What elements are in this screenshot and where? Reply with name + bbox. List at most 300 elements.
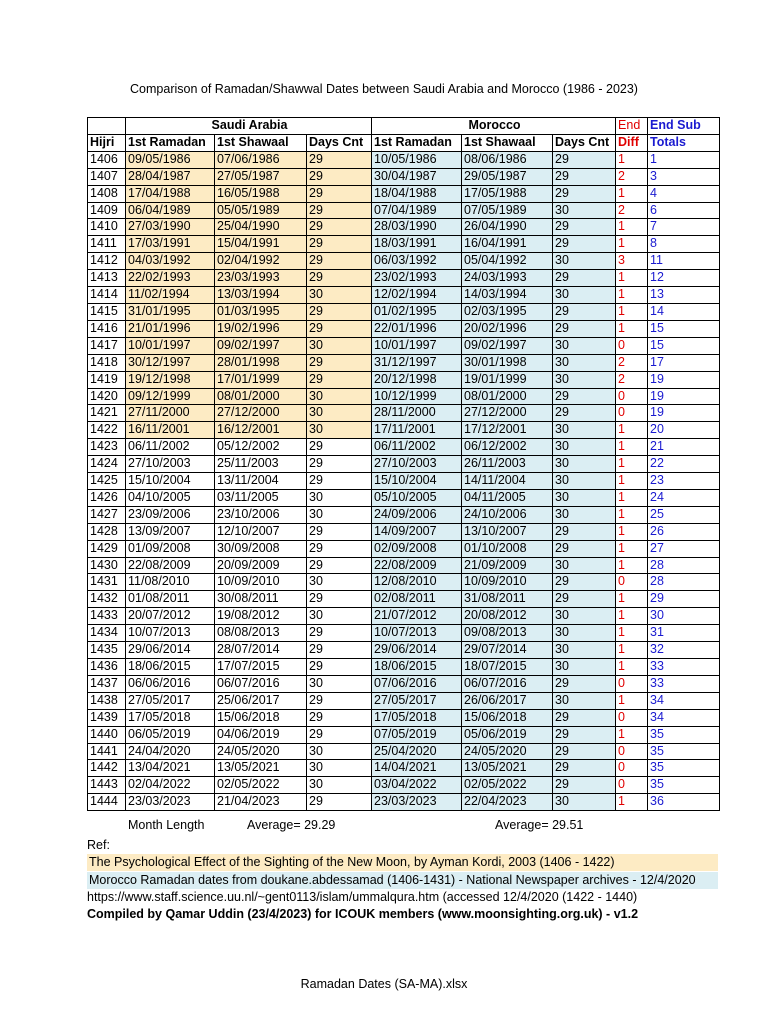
ma-ramadan-cell: 27/05/2017: [372, 692, 462, 709]
ma-shawaal-cell: 18/07/2015: [462, 659, 553, 676]
diff-cell: 3: [616, 253, 648, 270]
ma-days-cell: 30: [553, 337, 616, 354]
sa-ramadan-cell: 28/04/1987: [126, 168, 215, 185]
end-sub-header: End Sub: [648, 118, 720, 135]
saudi-ref: The Psychological Effect of the Sighting of the New Moon, by Ayman Kordi, 2003 (1406 - 1422): [87, 854, 718, 871]
ma-shawaal-cell: 13/10/2007: [462, 523, 553, 540]
hijri-cell: 1423: [88, 439, 126, 456]
ma-days-cell: 30: [553, 439, 616, 456]
sa-shawaal-cell: 13/11/2004: [215, 473, 307, 490]
sa-days-cell: 29: [307, 473, 372, 490]
ma-days-cell: 30: [553, 422, 616, 439]
ma-ramadan-header: 1st Ramadan: [372, 134, 462, 151]
table-row: [88, 303, 720, 320]
total-cell: 15: [648, 337, 720, 354]
total-cell: 35: [648, 777, 720, 794]
diff-cell: 2: [616, 202, 648, 219]
sa-ramadan-cell: 19/12/1998: [126, 371, 215, 388]
ma-days-cell: 30: [553, 489, 616, 506]
ma-days-cell: 30: [553, 692, 616, 709]
sa-shawaal-cell: 23/03/1993: [215, 270, 307, 287]
morocco-group-header: Morocco: [372, 118, 616, 135]
sa-shawaal-cell: 20/09/2009: [215, 557, 307, 574]
sa-days-cell: 30: [307, 760, 372, 777]
ma-ramadan-cell: 12/02/1994: [372, 287, 462, 304]
sa-days-cell: 29: [307, 439, 372, 456]
diff-cell: 2: [616, 354, 648, 371]
sa-ramadan-cell: 17/05/2018: [126, 709, 215, 726]
ma-shawaal-cell: 15/06/2018: [462, 709, 553, 726]
sa-shawaal-cell: 19/08/2012: [215, 608, 307, 625]
diff-cell: 1: [616, 692, 648, 709]
ma-days-cell: 29: [553, 303, 616, 320]
diff-cell: 0: [616, 388, 648, 405]
ma-ramadan-cell: 23/03/2023: [372, 794, 462, 811]
sa-ramadan-cell: 10/07/2013: [126, 625, 215, 642]
diff-cell: 1: [616, 523, 648, 540]
diff-cell: 1: [616, 794, 648, 811]
table-row: [88, 557, 720, 574]
total-cell: 34: [648, 709, 720, 726]
table-row: [88, 456, 720, 473]
diff-cell: 2: [616, 371, 648, 388]
hijri-cell: 1424: [88, 456, 126, 473]
ma-shawaal-cell: 16/04/1991: [462, 236, 553, 253]
sa-shawaal-cell: 02/04/1992: [215, 253, 307, 270]
table-row: [88, 659, 720, 676]
morocco-average: Average= 29.51: [495, 818, 584, 832]
ma-days-cell: 30: [553, 287, 616, 304]
hijri-cell: 1410: [88, 219, 126, 236]
diff-cell: 1: [616, 456, 648, 473]
diff-cell: 1: [616, 591, 648, 608]
ma-shawaal-cell: 14/03/1994: [462, 287, 553, 304]
ma-days-cell: 29: [553, 709, 616, 726]
ma-ramadan-cell: 06/11/2002: [372, 439, 462, 456]
total-cell: 28: [648, 574, 720, 591]
sa-days-cell: 29: [307, 185, 372, 202]
sa-days-cell: 30: [307, 743, 372, 760]
ma-ramadan-cell: 10/07/2013: [372, 625, 462, 642]
sa-shawaal-cell: 16/05/1988: [215, 185, 307, 202]
ma-ramadan-cell: 27/10/2003: [372, 456, 462, 473]
table-row: [88, 574, 720, 591]
table-row: [88, 439, 720, 456]
diff-cell: 1: [616, 608, 648, 625]
sa-days-cell: 29: [307, 219, 372, 236]
ma-shawaal-cell: 24/03/1993: [462, 270, 553, 287]
table-row: [88, 777, 720, 794]
sa-ramadan-cell: 27/10/2003: [126, 456, 215, 473]
ma-shawaal-cell: 17/12/2001: [462, 422, 553, 439]
hijri-cell: 1416: [88, 320, 126, 337]
total-cell: 34: [648, 692, 720, 709]
total-cell: 35: [648, 726, 720, 743]
total-cell: 36: [648, 794, 720, 811]
hijri-cell: 1428: [88, 523, 126, 540]
sa-ramadan-header: 1st Ramadan: [126, 134, 215, 151]
ma-days-cell: 29: [553, 540, 616, 557]
ma-shawaal-cell: 13/05/2021: [462, 760, 553, 777]
ma-days-cell: 30: [553, 456, 616, 473]
ma-ramadan-cell: 14/04/2021: [372, 760, 462, 777]
ma-shawaal-cell: 05/06/2019: [462, 726, 553, 743]
sa-shawaal-cell: 02/05/2022: [215, 777, 307, 794]
diff-cell: 1: [616, 659, 648, 676]
sa-shawaal-cell: 25/04/1990: [215, 219, 307, 236]
sa-ramadan-cell: 16/11/2001: [126, 422, 215, 439]
ma-ramadan-cell: 10/12/1999: [372, 388, 462, 405]
sa-shawaal-cell: 03/11/2005: [215, 489, 307, 506]
hijri-cell: 1433: [88, 608, 126, 625]
sa-ramadan-cell: 30/12/1997: [126, 354, 215, 371]
total-cell: 35: [648, 760, 720, 777]
hijri-cell: 1430: [88, 557, 126, 574]
sa-shawaal-cell: 28/07/2014: [215, 642, 307, 659]
ma-shawaal-cell: 02/03/1995: [462, 303, 553, 320]
table-row: [88, 388, 720, 405]
ma-ramadan-cell: 29/06/2014: [372, 642, 462, 659]
table-row: [88, 405, 720, 422]
total-cell: 4: [648, 185, 720, 202]
sa-days-cell: 29: [307, 659, 372, 676]
sa-ramadan-cell: 27/05/2017: [126, 692, 215, 709]
hijri-cell: 1426: [88, 489, 126, 506]
sa-ramadan-cell: 04/10/2005: [126, 489, 215, 506]
ma-shawaal-cell: 22/04/2023: [462, 794, 553, 811]
sa-shawaal-cell: 17/07/2015: [215, 659, 307, 676]
sa-ramadan-cell: 11/02/1994: [126, 287, 215, 304]
sa-days-cell: 30: [307, 337, 372, 354]
ma-days-cell: 30: [553, 659, 616, 676]
group-header-row: [88, 118, 720, 135]
total-cell: 8: [648, 236, 720, 253]
sa-ramadan-cell: 23/03/2023: [126, 794, 215, 811]
ma-ramadan-cell: 01/02/1995: [372, 303, 462, 320]
sa-ramadan-cell: 06/11/2002: [126, 439, 215, 456]
ma-ramadan-cell: 07/05/2019: [372, 726, 462, 743]
sa-shawaal-cell: 12/10/2007: [215, 523, 307, 540]
ma-shawaal-cell: 07/05/1989: [462, 202, 553, 219]
table-row: [88, 794, 720, 811]
table-row: [88, 168, 720, 185]
ma-days-cell: 30: [553, 506, 616, 523]
sa-days-cell: 29: [307, 540, 372, 557]
table-row: [88, 202, 720, 219]
ma-days-cell: 29: [553, 236, 616, 253]
ma-shawaal-cell: 24/05/2020: [462, 743, 553, 760]
ma-shawaal-cell: 06/07/2016: [462, 675, 553, 692]
hijri-cell: 1421: [88, 405, 126, 422]
sa-shawaal-cell: 08/08/2013: [215, 625, 307, 642]
ma-ramadan-cell: 15/10/2004: [372, 473, 462, 490]
ma-days-cell: 29: [553, 574, 616, 591]
sa-days-cell: 29: [307, 726, 372, 743]
hijri-cell: 1435: [88, 642, 126, 659]
sa-ramadan-cell: 31/01/1995: [126, 303, 215, 320]
sa-ramadan-cell: 29/06/2014: [126, 642, 215, 659]
sa-shawaal-cell: 08/01/2000: [215, 388, 307, 405]
total-cell: 35: [648, 743, 720, 760]
hijri-cell: 1438: [88, 692, 126, 709]
page-title: Comparison of Ramadan/Shawwal Dates between Saudi Arabia and Morocco (1986 - 2023): [130, 82, 638, 96]
hijri-cell: 1406: [88, 151, 126, 168]
sa-shawaal-cell: 30/08/2011: [215, 591, 307, 608]
table-row: [88, 709, 720, 726]
sa-shawaal-cell: 28/01/1998: [215, 354, 307, 371]
table-row: [88, 743, 720, 760]
ma-shawaal-cell: 19/01/1999: [462, 371, 553, 388]
diff-cell: 1: [616, 151, 648, 168]
hijri-cell: 1414: [88, 287, 126, 304]
sa-days-cell: 30: [307, 422, 372, 439]
ma-days-cell: 29: [553, 320, 616, 337]
total-cell: 30: [648, 608, 720, 625]
diff-cell: 1: [616, 422, 648, 439]
sa-ramadan-cell: 06/04/1989: [126, 202, 215, 219]
sa-shawaal-cell: 17/01/1999: [215, 371, 307, 388]
sa-shawaal-cell: 25/11/2003: [215, 456, 307, 473]
table-row: [88, 523, 720, 540]
ma-ramadan-cell: 21/07/2012: [372, 608, 462, 625]
diff-cell: 1: [616, 287, 648, 304]
ma-shawaal-cell: 04/11/2005: [462, 489, 553, 506]
ma-ramadan-cell: 31/12/1997: [372, 354, 462, 371]
table-row: [88, 489, 720, 506]
ma-shawaal-header: 1st Shawaal: [462, 134, 553, 151]
sa-ramadan-cell: 18/06/2015: [126, 659, 215, 676]
hijri-cell: 1409: [88, 202, 126, 219]
ma-ramadan-cell: 28/11/2000: [372, 405, 462, 422]
ma-ramadan-cell: 05/10/2005: [372, 489, 462, 506]
hijri-cell: 1422: [88, 422, 126, 439]
sa-days-header: Days Cnt: [307, 134, 372, 151]
sa-days-cell: 30: [307, 675, 372, 692]
ma-shawaal-cell: 05/04/1992: [462, 253, 553, 270]
hijri-cell: 1407: [88, 168, 126, 185]
sa-shawaal-cell: 15/06/2018: [215, 709, 307, 726]
total-cell: 22: [648, 456, 720, 473]
table-body: [88, 151, 720, 810]
total-cell: 23: [648, 473, 720, 490]
dates-table: [87, 117, 720, 811]
diff-cell: 1: [616, 236, 648, 253]
ma-ramadan-cell: 28/03/1990: [372, 219, 462, 236]
saudi-group-header: Saudi Arabia: [126, 118, 372, 135]
table-row: [88, 608, 720, 625]
hijri-cell: 1408: [88, 185, 126, 202]
ma-shawaal-cell: 10/09/2010: [462, 574, 553, 591]
sa-days-cell: 30: [307, 405, 372, 422]
ma-days-cell: 30: [553, 202, 616, 219]
diff-cell: 1: [616, 726, 648, 743]
sa-ramadan-cell: 24/04/2020: [126, 743, 215, 760]
diff-cell: 1: [616, 557, 648, 574]
sa-days-cell: 29: [307, 709, 372, 726]
table-row: [88, 726, 720, 743]
ma-days-cell: 29: [553, 591, 616, 608]
ma-ramadan-cell: 25/04/2020: [372, 743, 462, 760]
sa-days-cell: 29: [307, 591, 372, 608]
sa-shawaal-cell: 13/05/2021: [215, 760, 307, 777]
ma-ramadan-cell: 18/06/2015: [372, 659, 462, 676]
total-cell: 27: [648, 540, 720, 557]
diff-cell: 0: [616, 574, 648, 591]
file-name: Ramadan Dates (SA-MA).xlsx: [300, 977, 468, 991]
ma-shawaal-cell: 21/09/2009: [462, 557, 553, 574]
sa-ramadan-cell: 17/03/1991: [126, 236, 215, 253]
total-cell: 17: [648, 354, 720, 371]
sa-ramadan-cell: 23/09/2006: [126, 506, 215, 523]
ma-shawaal-cell: 17/05/1988: [462, 185, 553, 202]
sa-shawaal-cell: 04/06/2019: [215, 726, 307, 743]
sa-ramadan-cell: 22/08/2009: [126, 557, 215, 574]
sa-days-cell: 29: [307, 371, 372, 388]
table-row: [88, 270, 720, 287]
total-cell: 7: [648, 219, 720, 236]
total-cell: 19: [648, 405, 720, 422]
ma-ramadan-cell: 14/09/2007: [372, 523, 462, 540]
total-cell: 15: [648, 320, 720, 337]
diff-header: Diff: [616, 134, 648, 151]
sa-shawaal-cell: 06/07/2016: [215, 675, 307, 692]
sa-ramadan-cell: 01/08/2011: [126, 591, 215, 608]
hijri-cell: 1429: [88, 540, 126, 557]
ma-ramadan-cell: 07/04/1989: [372, 202, 462, 219]
table-row: [88, 422, 720, 439]
table-row: [88, 473, 720, 490]
diff-cell: 0: [616, 675, 648, 692]
column-header-row: [88, 134, 720, 151]
ma-days-cell: 29: [553, 185, 616, 202]
total-cell: 20: [648, 422, 720, 439]
hijri-cell: 1442: [88, 760, 126, 777]
ma-ramadan-cell: 20/12/1998: [372, 371, 462, 388]
ma-shawaal-cell: 06/12/2002: [462, 439, 553, 456]
sa-days-cell: 30: [307, 287, 372, 304]
sa-days-cell: 29: [307, 236, 372, 253]
sa-shawaal-cell: 01/03/1995: [215, 303, 307, 320]
sa-days-cell: 30: [307, 777, 372, 794]
ma-shawaal-cell: 26/04/1990: [462, 219, 553, 236]
sa-shawaal-cell: 16/12/2001: [215, 422, 307, 439]
ma-days-cell: 29: [553, 743, 616, 760]
sa-ramadan-cell: 11/08/2010: [126, 574, 215, 591]
sa-shawaal-cell: 10/09/2010: [215, 574, 307, 591]
ma-ramadan-cell: 18/03/1991: [372, 236, 462, 253]
sa-ramadan-cell: 13/09/2007: [126, 523, 215, 540]
sa-days-cell: 30: [307, 574, 372, 591]
table-row: [88, 337, 720, 354]
diff-cell: 1: [616, 489, 648, 506]
table-row: [88, 760, 720, 777]
sa-ramadan-cell: 09/12/1999: [126, 388, 215, 405]
ma-ramadan-cell: 24/09/2006: [372, 506, 462, 523]
ma-shawaal-cell: 31/08/2011: [462, 591, 553, 608]
sa-days-cell: 29: [307, 320, 372, 337]
ma-days-cell: 30: [553, 557, 616, 574]
total-cell: 29: [648, 591, 720, 608]
hijri-cell: 1443: [88, 777, 126, 794]
diff-cell: 1: [616, 506, 648, 523]
hijri-cell: 1419: [88, 371, 126, 388]
total-cell: 6: [648, 202, 720, 219]
ma-days-cell: 30: [553, 371, 616, 388]
ma-shawaal-cell: 14/11/2004: [462, 473, 553, 490]
sa-shawaal-cell: 25/06/2017: [215, 692, 307, 709]
sa-ramadan-cell: 27/11/2000: [126, 405, 215, 422]
diff-cell: 2: [616, 168, 648, 185]
diff-cell: 1: [616, 185, 648, 202]
table-row: [88, 675, 720, 692]
url-ref: https://www.staff.science.uu.nl/~gent0113/islam/ummalqura.htm (accessed 12/4/2020 (1422 - 1440): [87, 890, 638, 904]
sa-shawaal-cell: 13/03/1994: [215, 287, 307, 304]
saudi-average: Average= 29.29: [247, 818, 336, 832]
diff-cell: 1: [616, 219, 648, 236]
ma-shawaal-cell: 20/02/1996: [462, 320, 553, 337]
total-cell: 33: [648, 675, 720, 692]
diff-cell: 0: [616, 405, 648, 422]
hijri-cell: 1418: [88, 354, 126, 371]
hijri-cell: 1412: [88, 253, 126, 270]
diff-cell: 0: [616, 760, 648, 777]
sa-days-cell: 29: [307, 151, 372, 168]
total-cell: 21: [648, 439, 720, 456]
sa-ramadan-cell: 22/02/1993: [126, 270, 215, 287]
sa-days-cell: 29: [307, 303, 372, 320]
sa-days-cell: 29: [307, 354, 372, 371]
hijri-cell: 1439: [88, 709, 126, 726]
sa-shawaal-cell: 27/05/1987: [215, 168, 307, 185]
hijri-cell: 1440: [88, 726, 126, 743]
hijri-cell: 1444: [88, 794, 126, 811]
table-row: [88, 185, 720, 202]
total-cell: 31: [648, 625, 720, 642]
hijri-cell: 1434: [88, 625, 126, 642]
sa-shawaal-cell: 24/05/2020: [215, 743, 307, 760]
ma-days-cell: 29: [553, 388, 616, 405]
ma-days-cell: 30: [553, 625, 616, 642]
ma-ramadan-cell: 22/08/2009: [372, 557, 462, 574]
diff-cell: 0: [616, 709, 648, 726]
end-header: End: [616, 118, 648, 135]
diff-cell: 1: [616, 540, 648, 557]
total-cell: 24: [648, 489, 720, 506]
ma-ramadan-cell: 12/08/2010: [372, 574, 462, 591]
sa-ramadan-cell: 27/03/1990: [126, 219, 215, 236]
ma-ramadan-cell: 23/02/1993: [372, 270, 462, 287]
diff-cell: 1: [616, 270, 648, 287]
sa-ramadan-cell: 01/09/2008: [126, 540, 215, 557]
table-row: [88, 354, 720, 371]
sa-shawaal-header: 1st Shawaal: [215, 134, 307, 151]
ma-days-cell: 30: [553, 642, 616, 659]
sa-shawaal-cell: 07/06/1986: [215, 151, 307, 168]
diff-cell: 0: [616, 743, 648, 760]
ma-shawaal-cell: 09/02/1997: [462, 337, 553, 354]
sa-shawaal-cell: 21/04/2023: [215, 794, 307, 811]
total-cell: 28: [648, 557, 720, 574]
hijri-cell: 1431: [88, 574, 126, 591]
ma-days-header: Days Cnt: [553, 134, 616, 151]
sa-ramadan-cell: 04/03/1992: [126, 253, 215, 270]
hijri-cell: 1437: [88, 675, 126, 692]
sa-days-cell: 30: [307, 608, 372, 625]
ma-shawaal-cell: 26/06/2017: [462, 692, 553, 709]
hijri-header: Hijri: [88, 134, 126, 151]
ma-shawaal-cell: 24/10/2006: [462, 506, 553, 523]
ma-days-cell: 29: [553, 777, 616, 794]
